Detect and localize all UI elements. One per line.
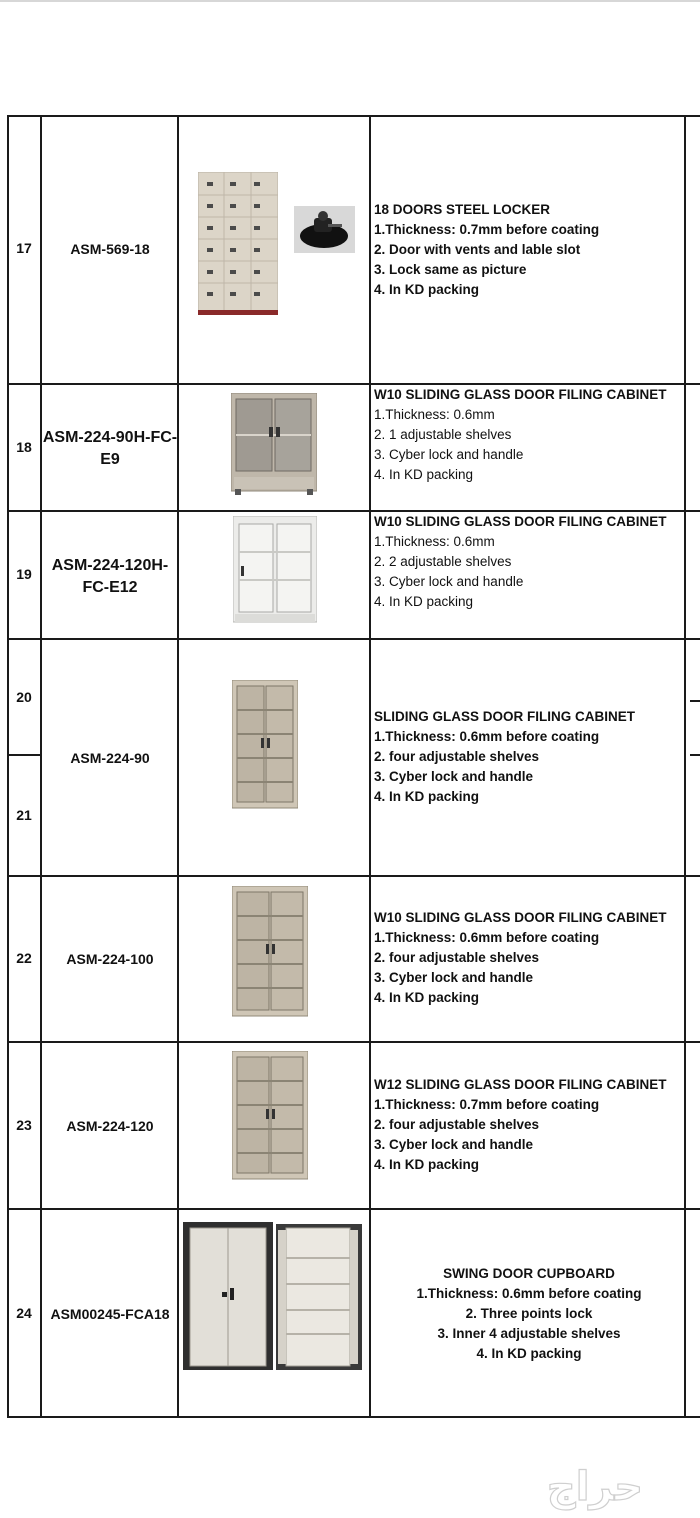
cabinet-photo [231,393,317,500]
edge-mark [690,700,700,702]
row-number: 19 [16,566,32,582]
product-description: 18 DOORS STEEL LOCKER 1.Thickness: 0.7mm before coating 2. Door with vents and lable slot 3. Lock same as picture 4. In KD packing [374,202,600,297]
product-code: ASM-224-90 [70,750,150,766]
lock-photo [294,206,355,258]
product-description: W10 SLIDING GLASS DOOR FILING CABINET 1.Thickness: 0.6mm 2. 2 adjustable shelves 3. Cyber lock and handle 4. In KD packing [374,514,667,609]
product-code: ASM-224-120 [66,1118,154,1134]
cabinet-photo [233,516,317,629]
product-description: W12 SLIDING GLASS DOOR FILING CABINET 1.Thickness: 0.7mm before coating 2. four adjustable shelves 3. Cyber lock and handle 4. In KD packing [374,1077,667,1172]
product-code: ASM-224-100 [66,951,154,967]
row-number: 18 [16,439,32,455]
row-number: 22 [16,950,32,966]
product-description: SWING DOOR CUPBOARD 1.Thickness: 0.6mm before coating 2. Three points lock 3. Inner 4 adjustable shelves 4. In KD packing [416,1266,642,1361]
product-description: W10 SLIDING GLASS DOOR FILING CABINET 1.Thickness: 0.6mm 2. 1 adjustable shelves 3. Cyber lock and handle 4. In KD packing [374,387,667,482]
product-code: ASM-224-90H-FC- E9 [42,429,178,468]
row-number: 17 [16,240,32,256]
product-description: SLIDING GLASS DOOR FILING CABINET 1.Thickness: 0.6mm before coating 2. four adjustable shelves 3. Cyber lock and handle 4. In KD packing [374,709,636,804]
product-code: ASM00245-FCA18 [50,1306,170,1322]
product-description: W10 SLIDING GLASS DOOR FILING CABINET 1.Thickness: 0.6mm before coating 2. four adjustable shelves 3. Cyber lock and handle 4. In KD packing [374,910,667,1005]
cabinet-photo [232,680,298,815]
cupboard-open-photo [276,1224,362,1375]
top-divider [0,0,700,2]
haraj-watermark [500,1462,690,1512]
locker-photo [198,172,278,320]
row-number: 20 [16,689,32,705]
product-code: ASM-224-120H- FC-E12 [51,557,169,596]
row-number: 24 [16,1305,32,1321]
row-number: 23 [16,1117,32,1133]
cupboard-closed-photo [183,1222,273,1375]
edge-mark [690,754,700,756]
cabinet-photo [232,1051,308,1186]
row-number: 21 [16,807,32,823]
watermark-text: حراج [546,1464,644,1510]
product-code: ASM-569-18 [70,241,150,257]
cabinet-photo [232,886,308,1023]
